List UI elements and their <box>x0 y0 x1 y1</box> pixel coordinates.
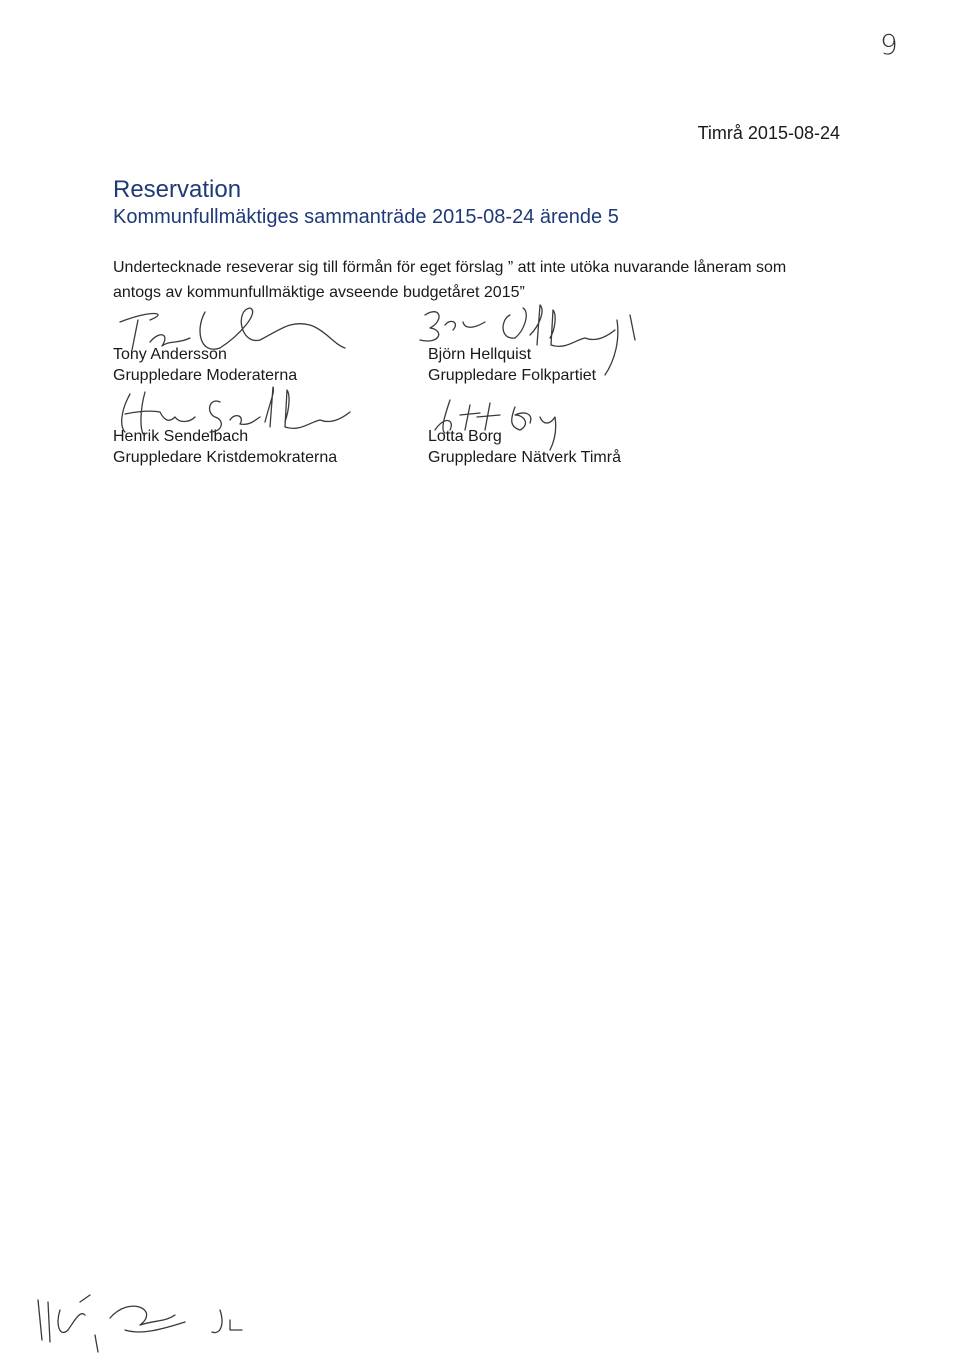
signatory-name: Lotta Borg <box>428 428 502 445</box>
signatory-lotta-borg <box>428 426 621 468</box>
signatory-name: Tony Andersson <box>113 346 227 363</box>
signatory-henrik-sendelbach <box>113 426 337 468</box>
reservation-text: Undertecknade reseverar sig till förmån för eget förslag ” att inte utöka nuvarande låneram som antogs av kommunfullmäktige avseende budgetåret 2015” <box>113 259 787 301</box>
signatory-role: Gruppledare Moderaterna <box>113 367 298 384</box>
signatory-name: Henrik Sendelbach <box>113 428 249 445</box>
page-number: 9 <box>880 28 898 61</box>
document-subtitle: Kommunfullmäktiges sammanträde 2015-08-24 ärende 5 <box>113 206 619 228</box>
initials-mark <box>30 1280 270 1355</box>
signatory-name: Björn Hellquist <box>428 346 532 363</box>
signatory-role: Gruppledare Folkpartiet <box>428 367 597 384</box>
signatory-role: Gruppledare Kristdemokraterna <box>113 449 338 466</box>
document-date: Timrå 2015-08-24 <box>697 123 840 143</box>
document-title: Reservation <box>113 176 242 203</box>
signatory-tony-andersson <box>113 344 297 386</box>
signatory-bjorn-hellquist <box>428 344 596 386</box>
signatory-role: Gruppledare Nätverk Timrå <box>428 449 621 466</box>
